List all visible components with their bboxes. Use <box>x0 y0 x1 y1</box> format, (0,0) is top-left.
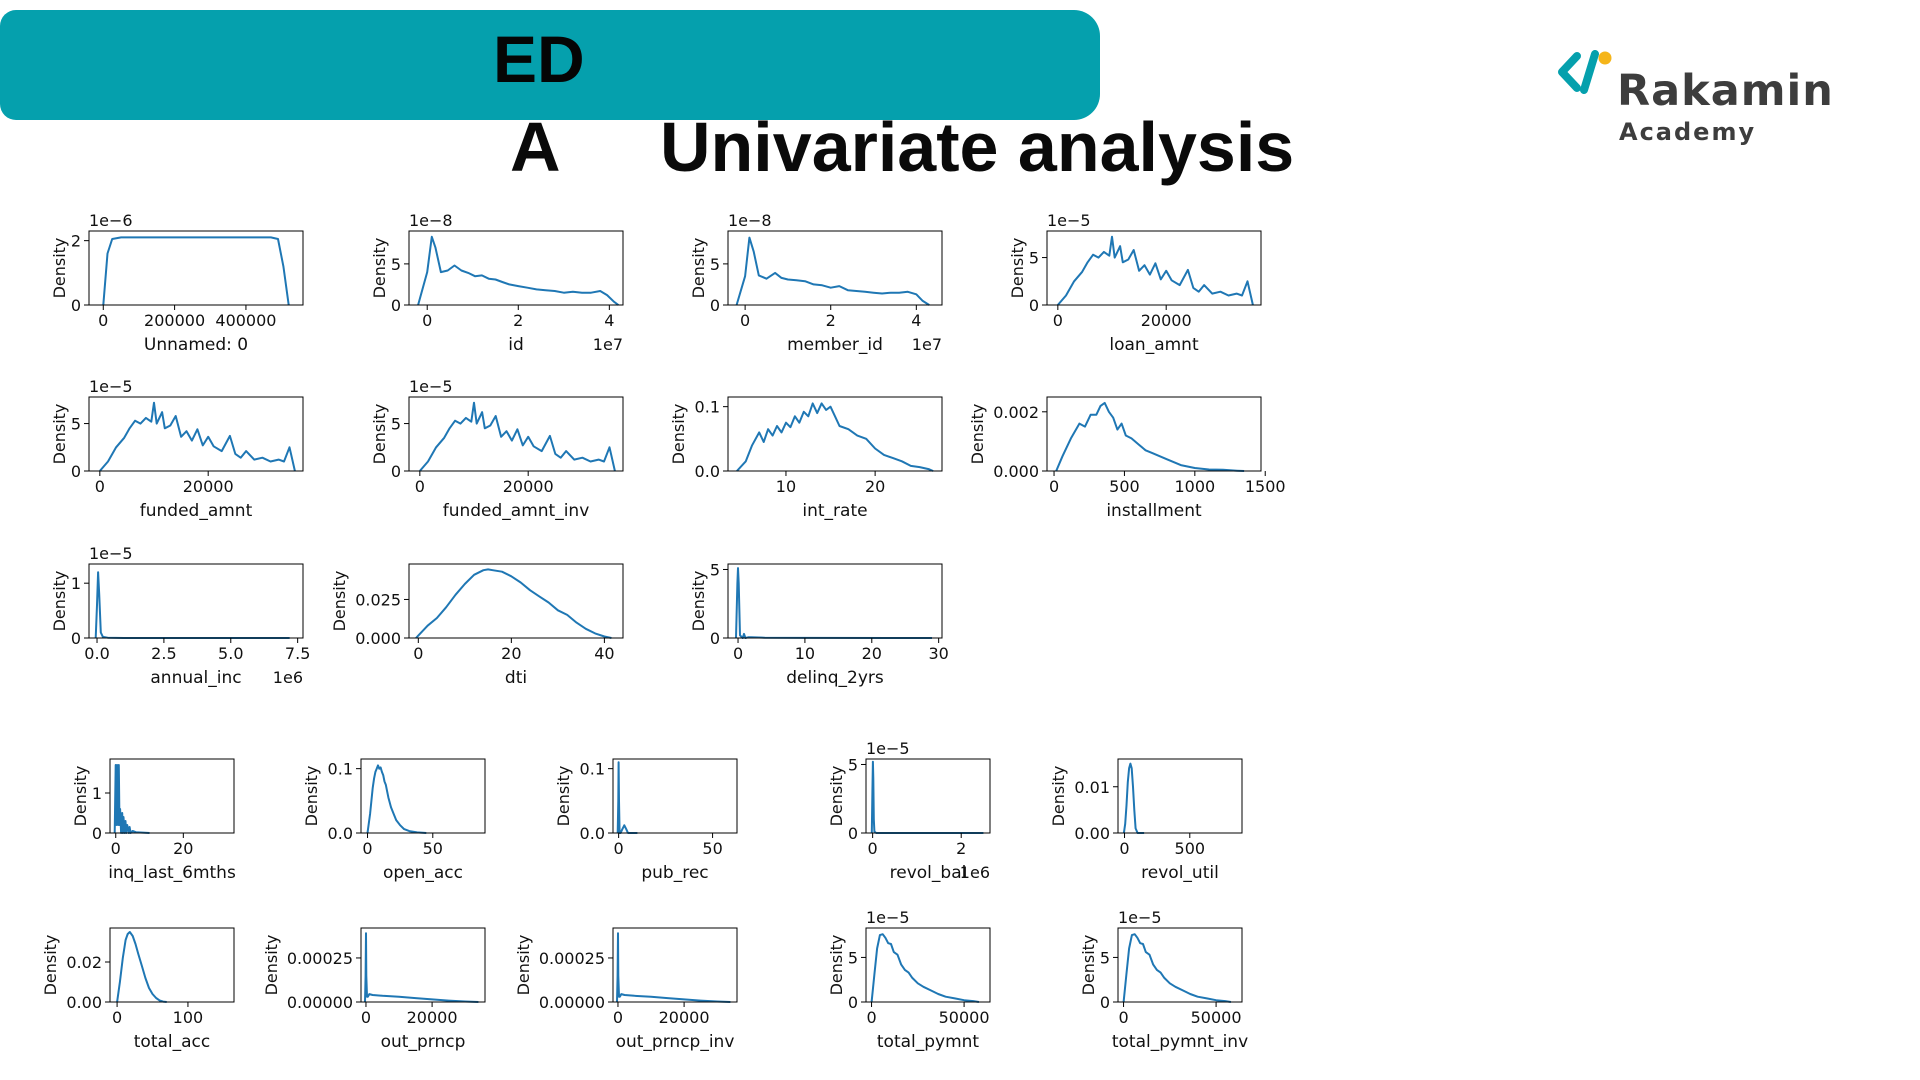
y-tick-label: 0.1 <box>694 397 720 417</box>
x-tick-label: 20 <box>864 477 886 496</box>
y-axis-label: Density <box>370 237 389 299</box>
y-tick-label: 0 <box>390 462 401 481</box>
density-curve <box>1056 403 1244 471</box>
section-letter: A <box>510 108 561 186</box>
y-tick-label: 5 <box>1028 248 1039 268</box>
density-chart-member-id <box>689 211 942 355</box>
density-curve <box>1124 934 1231 1002</box>
x-tick-label: 100 <box>172 1008 204 1027</box>
y-axis-label: Density <box>330 570 349 632</box>
axes-frame <box>409 231 623 305</box>
x-axis-label: installment <box>1106 501 1202 521</box>
x-tick-label: 0 <box>867 839 878 858</box>
axes-frame <box>89 231 303 305</box>
y-axis-label: Density <box>71 765 90 827</box>
y-tick-label: 1 <box>70 574 81 594</box>
y-axis-label: Density <box>669 403 688 465</box>
x-axis-label: total_pymnt_inv <box>1111 1032 1249 1052</box>
x-tick-label: 0 <box>1119 839 1130 858</box>
density-chart-total-acc <box>41 928 234 1052</box>
y-tick-label: 5 <box>390 254 401 274</box>
density-curve <box>872 934 979 1002</box>
y-axis-label: Density <box>262 934 281 996</box>
x-tick-label: 10 <box>794 644 816 663</box>
x-axis-label: funded_amnt_inv <box>442 501 590 521</box>
x-tick-label: 0 <box>94 477 105 496</box>
x-tick-label: 20000 <box>182 477 234 496</box>
x-axis-label: out_prncp_inv <box>615 1032 735 1052</box>
x-tick-label: 0.0 <box>84 644 110 663</box>
density-chart-open-acc <box>302 759 485 883</box>
density-curve <box>736 568 932 638</box>
y-axis-label: Density <box>689 237 708 299</box>
y-axis-label: Density <box>1008 237 1027 299</box>
y-axis-label: Density <box>827 765 846 827</box>
x-tick-label: 0 <box>362 839 373 858</box>
density-curve <box>115 765 150 833</box>
y-tick-label: 0.00000 <box>286 993 353 1012</box>
x-tick-label: 20 <box>501 644 522 663</box>
y-tick-label: 0.000 <box>993 462 1039 481</box>
density-curve <box>365 933 478 1002</box>
density-chart-out-prncp-inv <box>514 928 737 1052</box>
density-curve <box>1058 237 1253 305</box>
x-axis-label: out_prncp <box>380 1032 466 1052</box>
x-tick-label: 1500 <box>1244 477 1286 496</box>
density-curve <box>420 403 615 471</box>
density-chart-loan-amnt <box>1008 211 1261 355</box>
y-axis-label: Density <box>50 237 69 299</box>
x-tick-label: 0 <box>1048 477 1060 496</box>
x-tick-label: 20000 <box>658 1008 710 1027</box>
y-offset-label: 1e−8 <box>728 211 772 230</box>
density-curve <box>100 403 295 471</box>
density-chart-total-pymnt-inv <box>1079 908 1248 1052</box>
y-tick-label: 0 <box>70 296 81 315</box>
y-offset-label: 1e−8 <box>409 211 453 230</box>
y-tick-label: 0 <box>847 993 858 1012</box>
x-tick-label: 0 <box>360 1008 372 1027</box>
x-tick-label: 200000 <box>144 311 206 330</box>
y-tick-label: 0.00 <box>1074 824 1110 843</box>
density-curve <box>368 765 427 833</box>
y-tick-label: 0 <box>1028 296 1039 315</box>
y-axis-label: Density <box>50 570 69 632</box>
y-tick-label: 0.02 <box>66 953 102 972</box>
y-tick-label: 0 <box>390 296 401 315</box>
axes-frame <box>613 759 737 833</box>
x-axis-label: open_acc <box>382 863 464 883</box>
y-tick-label: 5 <box>70 414 81 434</box>
y-tick-label: 5 <box>709 254 720 274</box>
x-tick-label: 0 <box>414 477 425 496</box>
density-curve <box>737 238 930 305</box>
density-chart-pub-rec <box>554 759 737 883</box>
y-tick-label: 5 <box>847 755 858 775</box>
y-tick-label: 0 <box>709 296 720 315</box>
density-chart-annual-inc <box>50 544 310 688</box>
y-axis-label: Density <box>41 934 60 996</box>
y-axis-label: Density <box>1049 765 1068 827</box>
y-tick-label: 0.025 <box>355 590 401 610</box>
y-axis-label: Density <box>370 403 389 465</box>
axes-frame <box>409 564 623 638</box>
x-tick-label: 50 <box>422 839 443 858</box>
y-tick-label: 0 <box>70 629 81 648</box>
x-axis-label: total_pymnt <box>876 1032 980 1052</box>
x-axis-label: dti <box>504 668 528 688</box>
axes-frame <box>110 759 234 833</box>
axes-frame <box>866 928 990 1002</box>
y-tick-label: 0.00025 <box>538 948 605 968</box>
y-tick-label: 0.002 <box>993 402 1039 422</box>
y-tick-label: 0.000 <box>355 629 401 648</box>
density-chart-revol-util <box>1049 759 1242 883</box>
x-tick-label: 2 <box>956 839 967 858</box>
y-tick-label: 0 <box>1099 993 1110 1012</box>
x-tick-label: 2 <box>513 311 524 330</box>
density-curve <box>103 237 288 305</box>
y-axis-label: Density <box>827 934 846 996</box>
y-offset-label: 1e−5 <box>89 377 133 396</box>
x-tick-label: 10 <box>775 477 797 496</box>
x-tick-label: 400000 <box>215 311 277 330</box>
axes-frame <box>110 928 234 1002</box>
axes-frame <box>866 759 990 833</box>
density-chart-unnamed-0 <box>50 211 303 355</box>
x-axis-label: annual_inc <box>150 668 242 688</box>
axes-frame <box>728 564 942 638</box>
density-chart-funded-amnt-inv <box>370 377 623 521</box>
x-tick-label: 0 <box>1118 1008 1129 1027</box>
density-chart-total-pymnt <box>827 908 990 1052</box>
x-tick-label: 4 <box>604 311 615 330</box>
x-tick-label: 50000 <box>1190 1008 1242 1027</box>
x-tick-label: 20 <box>173 839 194 858</box>
y-offset-label: 1e−5 <box>89 544 133 563</box>
y-tick-label: 5 <box>709 560 720 580</box>
x-axis-label: inq_last_6mths <box>108 863 236 883</box>
x-axis-label: id <box>508 335 524 355</box>
x-axis-label: revol_util <box>1141 863 1219 883</box>
density-curve <box>1124 764 1144 833</box>
y-tick-label: 5 <box>847 948 858 968</box>
x-tick-label: 30 <box>928 644 949 663</box>
slide-title: Univariate analysis <box>660 108 1295 186</box>
density-curve <box>117 932 167 1002</box>
banner-text: ED <box>493 22 585 96</box>
density-chart-installment <box>968 397 1286 521</box>
x-tick-label: 40 <box>594 644 615 663</box>
y-tick-label: 2 <box>70 231 81 251</box>
x-axis-label: revol_bal <box>889 863 967 883</box>
x-axis-label: loan_amnt <box>1109 335 1199 355</box>
x-tick-label: 20 <box>861 644 882 663</box>
y-offset-label: 1e−5 <box>866 739 910 758</box>
y-offset-label: 1e−6 <box>89 211 133 230</box>
x-tick-label: 20000 <box>502 477 554 496</box>
y-tick-label: 0.1 <box>327 759 353 779</box>
x-axis-label: int_rate <box>802 501 868 521</box>
x-tick-label: 7.5 <box>284 644 311 663</box>
axes-frame <box>361 759 485 833</box>
axes-frame <box>728 231 942 305</box>
density-chart-int-rate <box>669 397 942 521</box>
x-tick-label: 50 <box>702 839 723 858</box>
x-tick-label: 0 <box>740 311 751 330</box>
axes-frame <box>1118 759 1242 833</box>
axes-frame <box>1047 397 1261 471</box>
y-offset-label: 1e−5 <box>1118 908 1162 927</box>
y-tick-label: 0.00025 <box>286 948 353 968</box>
y-tick-label: 5 <box>390 414 401 434</box>
x-tick-label: 2.5 <box>151 644 177 663</box>
density-curve <box>416 569 611 638</box>
y-axis-label: Density <box>968 403 987 465</box>
axes-frame <box>89 564 303 638</box>
y-axis-label: Density <box>50 403 69 465</box>
density-chart-id <box>370 211 623 355</box>
density-curve <box>617 933 730 1002</box>
x-offset-label: 1e7 <box>911 335 942 354</box>
density-curve <box>737 403 933 471</box>
y-tick-label: 0 <box>847 824 858 843</box>
axes-frame <box>361 928 485 1002</box>
density-chart-revol-bal <box>827 739 990 883</box>
logo-subtitle: Academy <box>1619 118 1757 146</box>
x-tick-label: 2 <box>825 311 836 330</box>
x-tick-label: 0 <box>1052 311 1063 330</box>
x-tick-label: 4 <box>911 311 922 330</box>
density-curve <box>418 237 618 305</box>
x-offset-label: 1e6 <box>272 668 303 687</box>
y-tick-label: 0.01 <box>1074 777 1110 797</box>
density-chart-dti <box>330 564 623 688</box>
y-offset-label: 1e−5 <box>409 377 453 396</box>
x-tick-label: 0 <box>98 311 109 330</box>
x-axis-label: delinq_2yrs <box>786 668 884 688</box>
x-tick-label: 1000 <box>1174 477 1216 496</box>
density-curve <box>618 762 638 833</box>
density-chart-out-prncp <box>262 928 485 1052</box>
x-axis-label: funded_amnt <box>139 501 253 521</box>
x-tick-label: 0 <box>612 1008 624 1027</box>
y-axis-label: Density <box>1079 934 1098 996</box>
y-tick-label: 1 <box>91 784 102 803</box>
y-axis-label: Density <box>514 934 533 996</box>
density-chart-delinq-2yrs <box>689 560 949 688</box>
x-offset-label: 1e6 <box>959 863 990 882</box>
y-tick-label: 0 <box>70 462 81 481</box>
y-tick-label: 0.0 <box>327 824 353 843</box>
density-curve <box>96 572 290 638</box>
y-offset-label: 1e−5 <box>866 908 910 927</box>
y-tick-label: 0.0 <box>579 824 605 843</box>
x-tick-label: 500 <box>1174 839 1206 858</box>
logo-name: Rakamin <box>1617 66 1834 116</box>
y-tick-label: 0.00000 <box>538 993 605 1012</box>
y-tick-label: 0 <box>709 629 720 648</box>
x-axis-label: total_acc <box>133 1032 211 1052</box>
axes-frame <box>613 928 737 1002</box>
x-tick-label: 50000 <box>938 1008 990 1027</box>
density-chart-funded-amnt <box>50 377 303 521</box>
y-tick-label: 0.00 <box>66 993 102 1012</box>
x-offset-label: 1e7 <box>592 335 623 354</box>
density-curve <box>872 762 984 833</box>
y-tick-label: 0 <box>91 824 102 843</box>
density-chart-inq-last-6mths <box>71 759 236 883</box>
x-tick-label: 0 <box>732 644 744 663</box>
axes-frame <box>1118 928 1242 1002</box>
y-offset-label: 1e−5 <box>1047 211 1091 230</box>
x-tick-label: 0 <box>413 644 424 663</box>
x-axis-label: member_id <box>787 335 883 355</box>
x-tick-label: 0 <box>110 839 121 858</box>
x-axis-label: pub_rec <box>641 863 709 883</box>
y-axis-label: Density <box>302 765 321 827</box>
x-tick-label: 0 <box>613 839 624 858</box>
y-axis-label: Density <box>689 570 708 632</box>
x-tick-label: 5.0 <box>218 644 244 663</box>
y-tick-label: 0.0 <box>694 462 720 481</box>
x-tick-label: 500 <box>1109 477 1140 496</box>
x-tick-label: 20000 <box>1140 311 1192 330</box>
x-tick-label: 0 <box>111 1008 123 1027</box>
y-tick-label: 5 <box>1099 948 1110 968</box>
y-tick-label: 0.1 <box>579 759 605 779</box>
x-tick-label: 20000 <box>406 1008 458 1027</box>
y-axis-label: Density <box>554 765 573 827</box>
x-axis-label: Unnamed: 0 <box>143 335 249 355</box>
x-tick-label: 0 <box>422 311 433 330</box>
x-tick-label: 0 <box>866 1008 877 1027</box>
